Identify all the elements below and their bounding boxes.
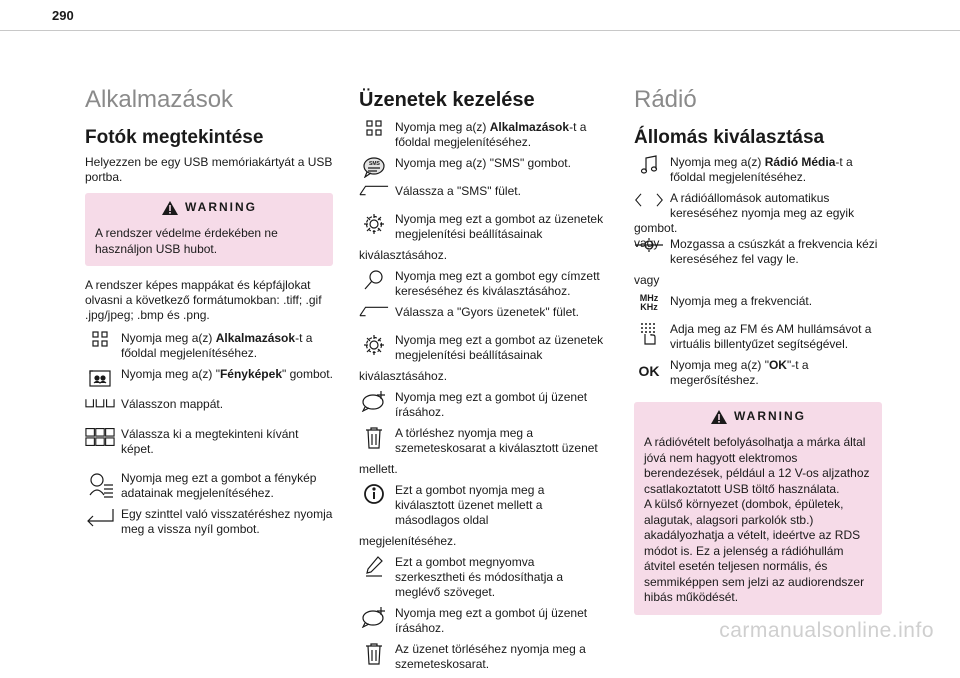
step-row: Nyomja meg a(z) "Fényképek" gombot. xyxy=(85,367,333,383)
column-messages: Üzenetek kezelése Nyomja meg a(z) Alkalmazások-t a főoldal megjelenítéséhez. SMS Nyomja meg a(z) "SMS" gombot. Válassza a "SMS" fület. Nyomja meg ezt a gombot az üzenetek megjelenítési beállításainak kiválasztásához. Nyomja meg ezt a gombot egy címzett kereséséhez és kiválasztásához. Válassza a "Gyors üzenetek" fület. Nyomja meg ezt a gombot az üzenetek megjelenítési beállításainak kiválasztásához. Nyomja meg ezt a gombot új üzenet írásához. A törléshez nyomja meg a szemeteskosarat a kiválasztott üzenet mellett. Ezt a gombot nyomja meg a kiválasztott üzenet mellett a másodlagos oldal megjelenítéséhez. Ezt a gombot megnyomva szerkesztheti és módosíthatja a meglévő szöveget. Nyomja meg ezt a gombot új üzenet írásához. Az üzenet törléséhez nyomja meg a szemeteskosarat. xyxy=(359,86,607,678)
warning-text: A rádióvételt befolyásolhatja a márka által jóvá nem hagyott elektromos berendezések, például a 12 V-os aljzathoz csatlakoztatott USB töltő használata. A külső környezet (dombok, épületek, alagutak, alagsori parkolók stb.) akadályozhatja a vételt, ideértve az RDS módot is. Ez a jelenség a rádióhullám átvitel esetén teljesen normális, és semmiképpen sem jelzi az audiorendszer hibás működését. xyxy=(644,435,870,604)
step-row: Válassza a "SMS" fület. xyxy=(359,184,607,200)
section-title-applications: Alkalmazások xyxy=(85,86,234,113)
trash-icon xyxy=(359,426,389,454)
section-title-messages: Üzenetek kezelése xyxy=(359,89,535,111)
step-row: Nyomja meg ezt a gombot új üzenet írásához. xyxy=(359,606,607,636)
step-row: Nyomja meg ezt a gombot egy címzett kereséséhez és kiválasztásához. xyxy=(359,269,607,299)
new-message-icon xyxy=(359,390,389,418)
seek-arrows-icon xyxy=(634,191,664,219)
warning-triangle-icon xyxy=(161,200,179,216)
sms-icon xyxy=(359,156,389,184)
column-radio: Rádió Állomás kiválasztása Nyomja meg a(z) Rádió Média-t a főoldal megjelenítéséhez. A rádióállomások automatikus kereséséhez nyomja meg az egyik gombot. vagy Mozgassa a csúszkát a frekvencia kézi kereséséhez fel vagy le. vagy MHz KHz Nyomja meg a frekvenciát. Adja meg az FM és AM hullámsávot a virtuális billentyűzet segítségével. OK Nyomja meg a(z) "OK"-t a megerősítéshez. WARNING A rádióvételt befolyásolhatja a márka által jóvá nem hagyott elektromos berendezések, például a 12 V-os aljzathoz csatlakoztatott USB töltő használata. A külső környezet (dombok, épületek, alagutak, alagsori parkolók stb.) akadályozhatja a vételt, ideértve az RDS módot is. Ez a jelenség a rádióhullám átvitel esetén teljesen normális, és semmiképpen sem jelzi az audiorendszer hibás működését. xyxy=(634,86,882,627)
tab-icon xyxy=(359,305,389,333)
step-row: Egy szinttel való visszatéréshez nyomja meg a vissza nyíl gombot. xyxy=(85,507,333,537)
step-row: Ezt a gombot nyomja meg a kiválasztott üzenet mellett a másodlagos oldal xyxy=(359,483,607,528)
step-row: Adja meg az FM és AM hullámsávot a virtuális billentyűzet segítségével. xyxy=(634,322,882,352)
pencil-icon xyxy=(359,555,389,583)
photo-info-icon xyxy=(85,471,115,499)
settings-gear-icon xyxy=(359,212,389,240)
step-row: Válasszon mappát. xyxy=(85,397,333,413)
slider-icon xyxy=(634,237,664,265)
virtual-keyboard-icon xyxy=(634,322,664,350)
step-row: SMS Nyomja meg a(z) "SMS" gombot. xyxy=(359,156,607,172)
new-message-icon xyxy=(359,606,389,634)
step-row: Mozgassa a csúszkát a frekvencia kézi kereséséhez fel vagy le. xyxy=(634,237,882,267)
step-row: Az üzenet törléséhez nyomja meg a szemeteskosarat. xyxy=(359,642,607,672)
top-divider xyxy=(0,30,960,31)
or-text: vagy xyxy=(634,236,660,250)
warning-heading: WARNING xyxy=(644,409,872,425)
step-row: OK Nyomja meg a(z) "OK"-t a megerősítéshez. xyxy=(634,358,882,388)
step-row: A rádióállomások automatikus kereséséhez nyomja meg az egyik xyxy=(634,191,882,221)
step-row: Válassza a "Gyors üzenetek" fület. xyxy=(359,305,607,321)
ok-icon: OK xyxy=(638,363,660,379)
step-row: Válassza ki a megtekinteni kívánt képet. xyxy=(85,427,333,457)
warning-triangle-icon xyxy=(710,409,728,425)
app-grid-icon xyxy=(85,331,115,359)
step-row: Nyomja meg a(z) Alkalmazások-t a főoldal megjelenítéséhez. xyxy=(85,331,333,361)
step-row: Nyomja meg ezt a gombot új üzenet írásához. xyxy=(359,390,607,420)
watermark: carmanualsonline.info xyxy=(719,619,934,642)
step-row: A törléshez nyomja meg a szemeteskosarat a kiválasztott üzenet xyxy=(359,426,607,456)
tab-icon xyxy=(359,184,389,212)
photos-icon xyxy=(85,367,115,395)
frequency-icon: MHz KHz xyxy=(639,293,659,312)
step-row: Nyomja meg a(z) Alkalmazások-t a főoldal megjelenítéséhez. xyxy=(359,120,607,150)
warning-box-radio xyxy=(634,402,882,615)
sub-title-photos: Fotók megtekintése xyxy=(85,127,264,148)
step-row: Nyomja meg ezt a gombot az üzenetek megjelenítési beállításainak xyxy=(359,333,607,363)
section-title-radio: Rádió xyxy=(634,86,697,113)
formats-text: A rendszer képes mappákat és képfájlokat olvasni a következő formátumokban: .tiff; .gif .jpg/jpeg; .bmp és .png. xyxy=(85,278,322,322)
svg-text:SMS: SMS xyxy=(369,161,380,167)
info-icon xyxy=(359,483,389,511)
back-arrow-icon xyxy=(85,507,115,535)
app-grid-icon xyxy=(359,120,389,148)
search-contact-icon xyxy=(359,269,389,297)
page-number: 290 xyxy=(52,8,74,23)
or-text: vagy xyxy=(634,273,660,287)
step-row: Nyomja meg ezt a gombot az üzenetek megjelenítési beállításainak xyxy=(359,212,607,242)
warning-box-usb xyxy=(85,193,333,266)
image-grid-icon xyxy=(85,427,115,455)
warning-heading: WARNING xyxy=(95,200,323,216)
music-note-icon xyxy=(634,155,664,183)
column-applications xyxy=(85,86,333,543)
warning-text: A rendszer védelme érdekében ne használjon USB hubot. xyxy=(95,226,278,256)
folder-row-icon xyxy=(85,397,115,425)
trash-icon xyxy=(359,642,389,670)
step-row: MHz KHz Nyomja meg a frekvenciát. xyxy=(634,294,882,310)
intro-text: Helyezzen be egy USB memóriakártyát a USB portba. xyxy=(85,155,333,184)
sub-title-station: Állomás kiválasztása xyxy=(634,127,825,148)
settings-gear-icon xyxy=(359,333,389,361)
step-row: Nyomja meg a(z) Rádió Média-t a főoldal megjelenítéséhez. xyxy=(634,155,882,185)
step-row: Ezt a gombot megnyomva szerkesztheti és módosíthatja a meglévő szöveget. xyxy=(359,555,607,600)
step-row: Nyomja meg ezt a gombot a fénykép adatainak megjelenítéséhez. xyxy=(85,471,333,501)
